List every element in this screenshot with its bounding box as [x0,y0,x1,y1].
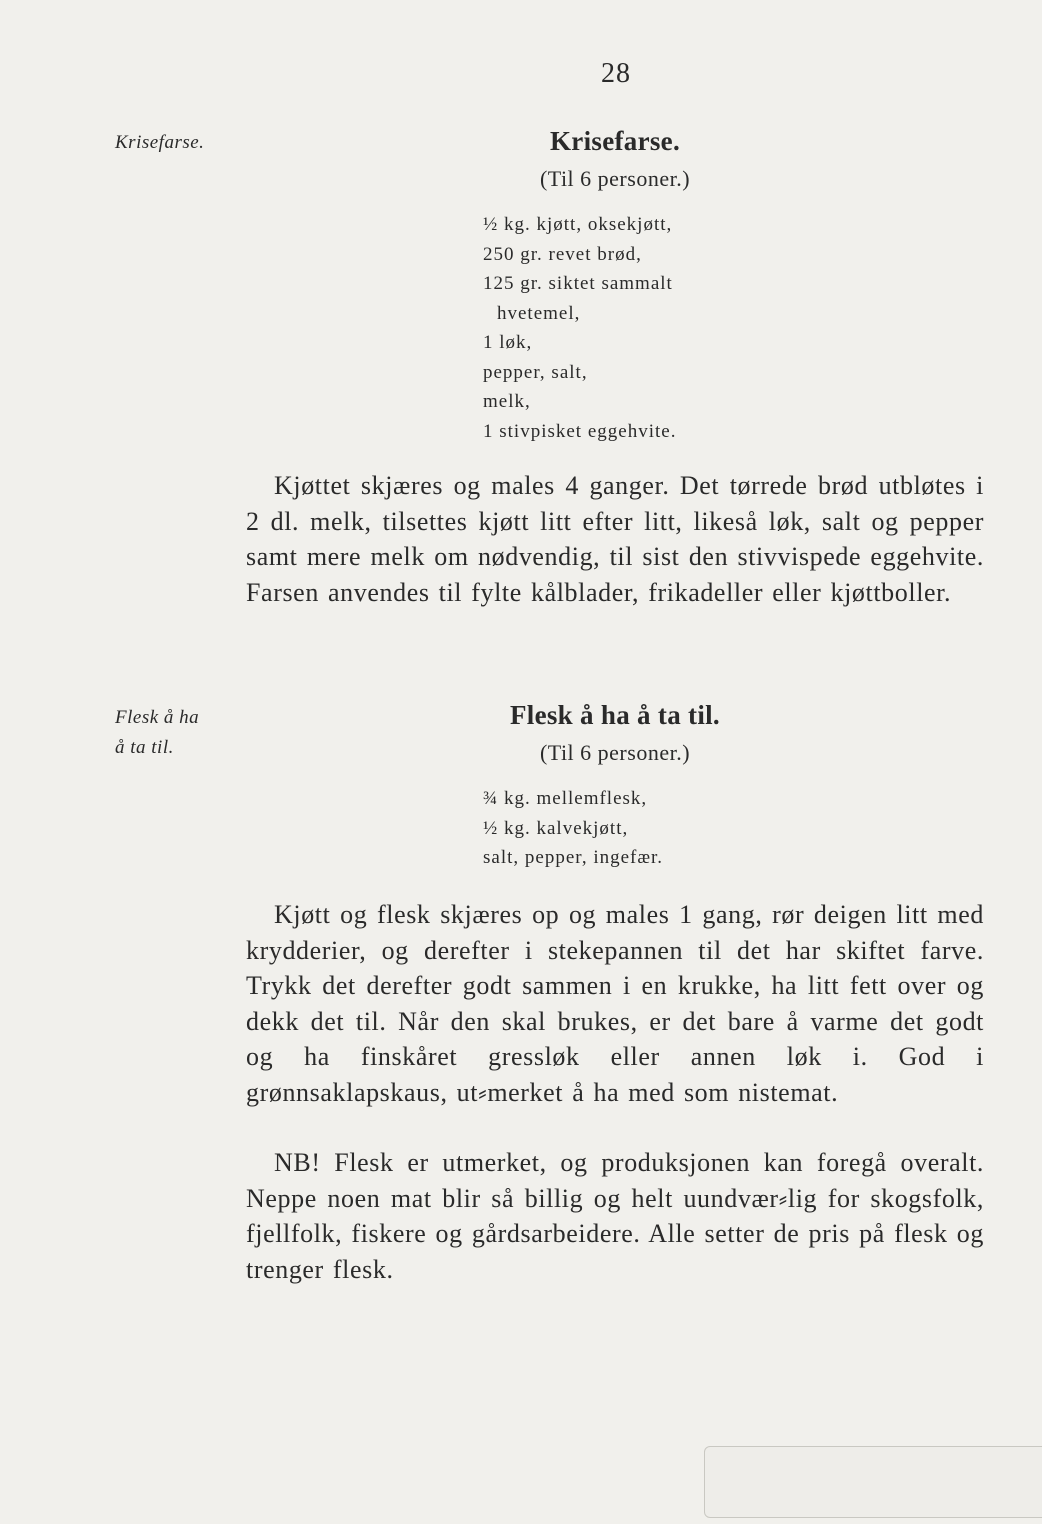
ingredient-list [483,210,676,446]
ingredient-item: ½ kg. kalvekjøtt, [483,817,629,839]
ingredient-item: ½ kg. kjøtt, oksekjøtt, [483,214,673,235]
ingredient-item: melk, [483,391,531,412]
ingredient-item: hvetemel, [497,302,581,324]
recipe-title: Krisefarse. [550,126,680,156]
margin-note-flesk [115,703,199,763]
ingredient-item: pepper, salt, [483,361,588,383]
margin-note-line: Krisefarse. [115,132,205,153]
ingredient-item: ¾ kg. mellemflesk, [483,788,648,809]
recipe-title: Flesk å ha å ta til. [509,700,720,730]
ingredient-item: 1 stivpisket eggehvite. [483,420,677,442]
ingredient-item: salt, pepper, ingefær. [483,847,664,868]
recipe-servings: (Til 6 personer.) [539,740,691,765]
ingredient-item: 1 løk, [483,332,533,353]
recipe-instructions: Kjøtt og flesk skjæres op og males 1 gang, rør deigen litt med krydderier, og derefter i stekepannen til det har skiftet farve. Trykk det derefter godt sammen i en krukke, ha litt fett over og dekk det til. Når den skal brukes, er det bare å varme det godt og ha finskåret gressløk eller annen løk i. God i grønnsaklapskaus, ut⸗merket å ha med som nistemat. [246,900,984,1107]
ingredient-list [483,784,663,873]
margin-note-line: Flesk å ha [115,707,200,728]
ingredient-item: 250 gr. revet brød, [483,243,642,265]
margin-note-line: å ta til. [115,737,174,758]
recipe-servings: (Til 6 personer.) [539,166,691,191]
scan-corner-tab [704,1446,1042,1518]
ingredient-item: 125 gr. siktet sammalt [483,273,673,294]
recipe-instructions: Kjøttet skjæres og males 4 ganger. Det tørrede brød utbløtes i 2 dl. melk, tilsettes kjøtt litt efter litt, likeså løk, salt og pepper samt mere melk om nødvendig, til sist den stivvispede eggehvite. Farsen anvendes til fylte kålblader, frikadeller eller kjøttboller. [246,471,984,607]
margin-note-krisefarse [115,128,204,158]
recipe-note: NB! Flesk er utmerket, og produksjonen kan foregå overalt. Neppe noen mat blir så billig og helt uundvær⸗lig for skogsfolk, fjellfolk, fiskere og gårdsarbeidere. Alle setter de pris på flesk og trenger flesk. [246,1148,984,1284]
page-number: 28 [601,58,631,89]
